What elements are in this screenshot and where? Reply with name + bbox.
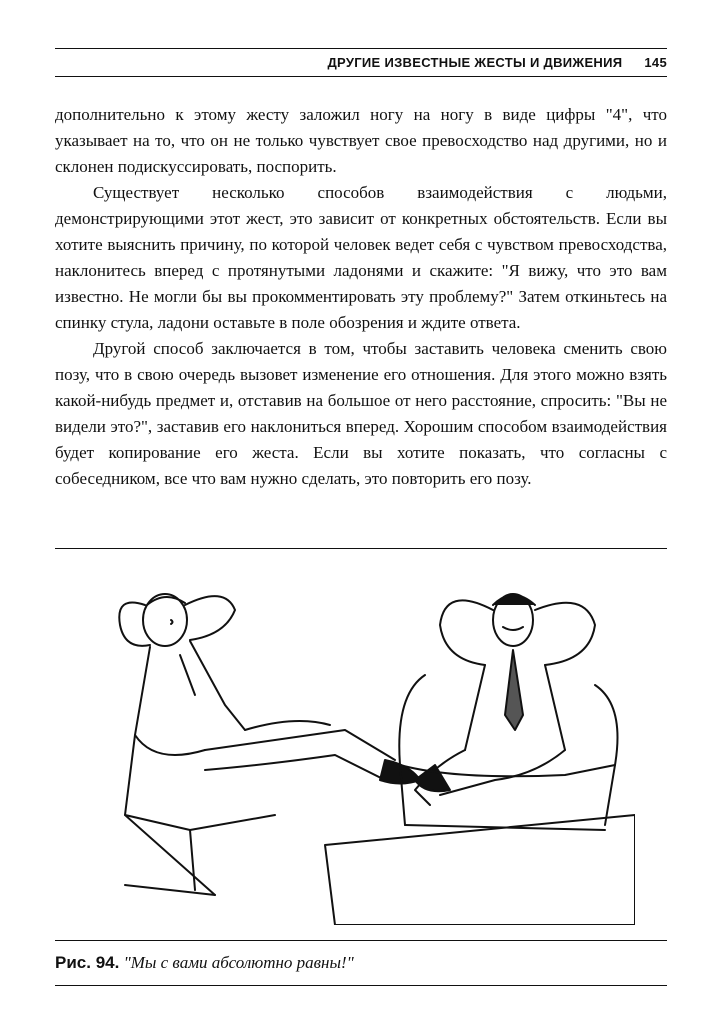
left-man-figure bbox=[119, 594, 420, 895]
figure-label: Рис. 94. bbox=[55, 953, 120, 972]
caption-bottom-rule bbox=[55, 985, 667, 986]
figure-caption bbox=[55, 953, 667, 973]
illustration-two-men-seated bbox=[95, 565, 635, 925]
caption-top-rule bbox=[55, 940, 667, 941]
body-text bbox=[55, 102, 667, 492]
figure-top-rule bbox=[55, 548, 667, 549]
running-header bbox=[55, 50, 667, 74]
paragraph-2: Существует несколько способов взаимодействия с людьми, демонстрирующими этот жест, это зависит от конкретных обстоятельств. Если вы хотите выяснить причину, по которой человек ведет себя с чувством превосходства, наклонитесь вперед с протянутыми ладонями и скажите: "Я вижу, что это вам известно. Не могли бы вы прокомментировать эту проблему?" Затем откиньтесь на спинку стула, ладони оставьте в поле обозрения и ждите ответа. bbox=[55, 183, 667, 332]
figure-title: "Мы с вами абсолютно равны!" bbox=[123, 953, 354, 972]
right-man-figure bbox=[399, 594, 617, 830]
header-bottom-rule bbox=[55, 76, 667, 77]
paragraph-1: дополнительно к этому жесту заложил ногу на ногу в виде цифры "4", что указывает на то, что он не только чувствует свое превосходство над другими, но и склонен подискуссировать, поспорить. bbox=[55, 105, 667, 176]
table-shape bbox=[325, 815, 635, 925]
paragraph-3: Другой способ заключается в том, чтобы заставить человека сменить свою позу, что в свою очередь вызовет изменение его отношения. Для этого можно взять какой-нибудь предмет и, отставив на большое от него расстояние, спросить: "Вы не видели это?", заставив его наклониться вперед. Хорошим способом взаимодействия будет копирование его жеста. Если вы хотите показать, что согласны с собеседником, все что вам нужно сделать, это повторить его позу. bbox=[55, 339, 667, 488]
chapter-title: ДРУГИЕ ИЗВЕСТНЫЕ ЖЕСТЫ И ДВИЖЕНИЯ bbox=[327, 54, 623, 70]
header-rule bbox=[55, 48, 667, 49]
page-number: 145 bbox=[644, 54, 667, 70]
